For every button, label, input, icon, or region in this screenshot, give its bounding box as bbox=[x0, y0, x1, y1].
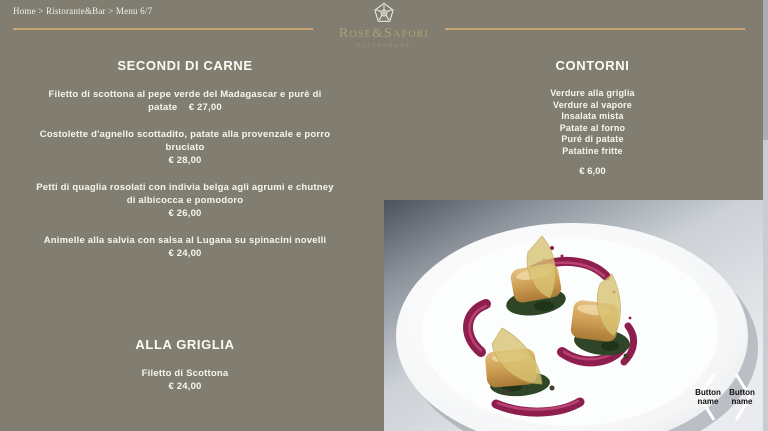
contorni-title: CONTORNI bbox=[555, 58, 630, 73]
contorni-item: Verdure al vapore bbox=[553, 99, 632, 110]
menu-line: € 24,00 bbox=[168, 248, 202, 259]
menu-line: patate € 27,00 bbox=[148, 102, 222, 113]
nav-button-label: Button name bbox=[695, 388, 721, 406]
menu-line: Animelle alla salvia con salsa al Lugana su spinacini novelli bbox=[43, 235, 327, 246]
contorni-list bbox=[505, 88, 680, 157]
logo-subtitle: RESTAURANT bbox=[356, 44, 412, 49]
menu-item bbox=[20, 234, 350, 260]
contorni-item: Insalata mista bbox=[561, 111, 624, 121]
gold-rule-right bbox=[445, 28, 745, 30]
menu-line: Filetto di Scottona bbox=[141, 368, 229, 379]
nav-button-label: Button name bbox=[729, 388, 755, 406]
scrollbar[interactable] bbox=[763, 0, 768, 431]
menu-item bbox=[20, 367, 350, 393]
menu-line: € 28,00 bbox=[168, 155, 202, 166]
menu-section bbox=[20, 58, 350, 260]
next-button[interactable] bbox=[727, 371, 757, 423]
logo-title: Rose&Sapori bbox=[338, 26, 430, 41]
gold-rule-left bbox=[13, 28, 313, 30]
scrollbar-thumb[interactable] bbox=[763, 0, 768, 140]
menu-section bbox=[20, 337, 350, 393]
contorni-item: Verdure alla griglia bbox=[550, 88, 635, 98]
menu-item bbox=[20, 88, 350, 114]
contorni-item: Patatine fritte bbox=[562, 145, 623, 156]
menu-line: bruciato bbox=[165, 142, 205, 153]
right-column bbox=[505, 58, 680, 177]
prev-button[interactable] bbox=[693, 371, 723, 423]
rose-pentagon-icon bbox=[373, 2, 395, 24]
breadcrumb[interactable]: Home > Ristorante&Bar > Menu 6/7 bbox=[13, 6, 153, 16]
restaurant-logo bbox=[284, 2, 484, 49]
menu-line: € 24,00 bbox=[168, 381, 202, 392]
nav-buttons bbox=[693, 371, 757, 423]
section-title: SECONDI DI CARNE bbox=[117, 58, 253, 73]
left-column bbox=[20, 58, 350, 407]
menu-item bbox=[20, 128, 350, 167]
contorni-item: Puré di patate bbox=[561, 134, 624, 144]
menu-line: € 26,00 bbox=[168, 208, 202, 219]
menu-line: di albicocca e pomodoro bbox=[126, 195, 244, 206]
contorni-item: Patate al forno bbox=[559, 122, 626, 133]
menu-line: Costolette d'agnello scottadito, patate alla provenzale e porro bbox=[39, 129, 331, 140]
menu-item bbox=[20, 181, 350, 220]
section-title: ALLA GRIGLIA bbox=[135, 337, 235, 352]
contorni-price: € 6,00 bbox=[579, 166, 606, 177]
menu-line: Petti di quaglia rosolati con indivia belga agli agrumi e chutney bbox=[36, 182, 334, 193]
menu-line: Filetto di scottona al pepe verde del Madagascar e purè di bbox=[48, 89, 322, 100]
